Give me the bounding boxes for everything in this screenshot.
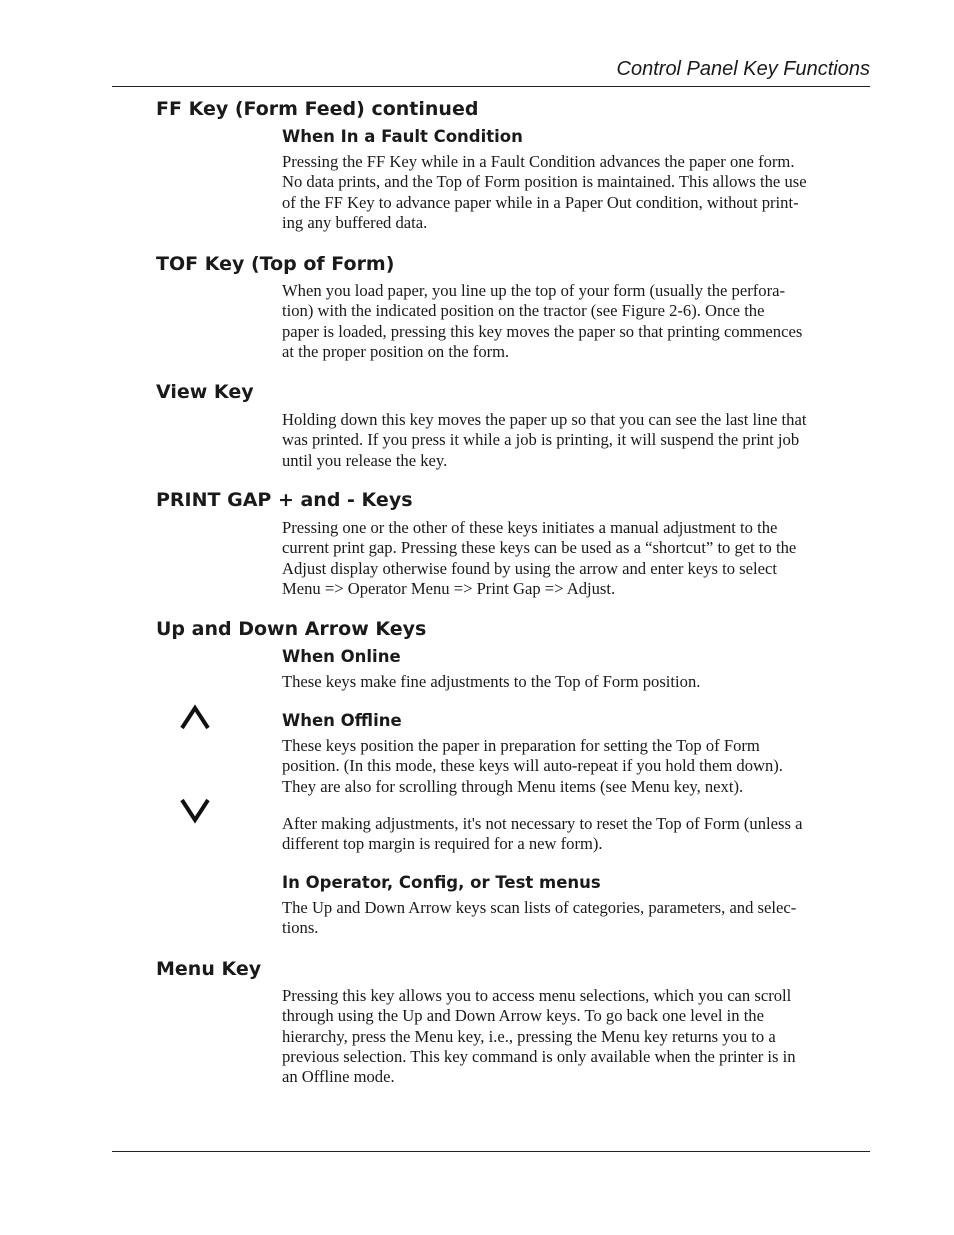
text-line: These keys position the paper in preparation for setting the Top of Form — [282, 736, 760, 755]
tof-key-heading: TOF Key (Top of Form) — [156, 253, 395, 275]
up-arrow-key-icon — [179, 704, 211, 732]
menu-key-heading: Menu Key — [156, 958, 262, 980]
when-offline-subheading: When Offline — [282, 711, 402, 730]
print-gap-heading: PRINT GAP + and - Keys — [156, 489, 413, 511]
adjustments-paragraph — [282, 814, 872, 855]
text-line: These keys make fine adjustments to the Top of Form position. — [282, 672, 701, 691]
text-line: position. (In this mode, these keys will auto-repeat if you hold them down). — [282, 756, 783, 776]
text-line: No data prints, and the Top of Form position is maintained. This allows the use — [282, 172, 807, 192]
header-rule — [112, 86, 870, 87]
arrow-keys-heading: Up and Down Arrow Keys — [156, 618, 427, 640]
text-line: They are also for scrolling through Menu items (see Menu key, next). — [282, 776, 744, 796]
text-line: tion) with the indicated position on the tractor (see Figure 2-6). Once the — [282, 301, 765, 321]
menu-key-paragraph — [282, 986, 872, 1087]
fault-condition-subheading: When In a Fault Condition — [282, 127, 523, 146]
text-line: Pressing the FF Key while in a Fault Condition advances the paper one form. — [282, 152, 795, 171]
text-line: previous selection. This key command is only available when the printer is in — [282, 1046, 796, 1066]
tof-key-paragraph — [282, 281, 872, 362]
text-line: of the FF Key to advance paper while in a Paper Out condition, without print- — [282, 192, 799, 212]
text-line: different top margin is required for a new form). — [282, 834, 603, 854]
view-key-heading: View Key — [156, 381, 254, 403]
when-online-paragraph — [282, 672, 872, 692]
when-online-subheading: When Online — [282, 647, 401, 666]
text-line: ing any buffered data. — [282, 212, 428, 232]
text-line: hierarchy, press the Menu key, i.e., pressing the Menu key returns you to a — [282, 1026, 776, 1046]
page-header: Control Panel Key Functions — [616, 58, 870, 80]
text-line: Adjust display otherwise found by using the arrow and enter keys to select — [282, 558, 777, 578]
text-line: through using the Up and Down Arrow keys. To go back one level in the — [282, 1006, 764, 1026]
text-line: until you release the key. — [282, 450, 448, 470]
text-line: tions. — [282, 918, 319, 938]
text-line: Pressing one or the other of these keys initiates a manual adjustment to the — [282, 518, 778, 537]
view-key-paragraph — [282, 410, 872, 471]
text-line: an Offline mode. — [282, 1067, 395, 1087]
operator-menus-subheading: In Operator, Config, or Test menus — [282, 873, 601, 892]
text-line: paper is loaded, pressing this key moves the paper so that printing commences — [282, 321, 803, 341]
ff-key-heading: FF Key (Form Feed) continued — [156, 98, 479, 120]
fault-condition-paragraph — [282, 152, 872, 233]
text-line: was printed. If you press it while a job is printing, it will suspend the print job — [282, 430, 800, 450]
text-line: The Up and Down Arrow keys scan lists of categories, parameters, and selec- — [282, 898, 797, 917]
text-line: Pressing this key allows you to access menu selections, which you can scroll — [282, 986, 792, 1005]
text-line: at the proper position on the form. — [282, 341, 510, 361]
text-line: Menu => Operator Menu => Print Gap => Adjust. — [282, 578, 616, 598]
footer-rule — [112, 1151, 870, 1152]
down-arrow-key-icon — [179, 796, 211, 824]
operator-menus-paragraph — [282, 898, 872, 939]
when-offline-paragraph — [282, 736, 872, 797]
print-gap-paragraph — [282, 518, 872, 599]
text-line: Holding down this key moves the paper up so that you can see the last line that — [282, 410, 807, 429]
text-line: When you load paper, you line up the top of your form (usually the perfora- — [282, 281, 785, 300]
text-line: After making adjustments, it's not necessary to reset the Top of Form (unless a — [282, 814, 803, 833]
text-line: current print gap. Pressing these keys can be used as a “shortcut” to get to the — [282, 538, 797, 558]
